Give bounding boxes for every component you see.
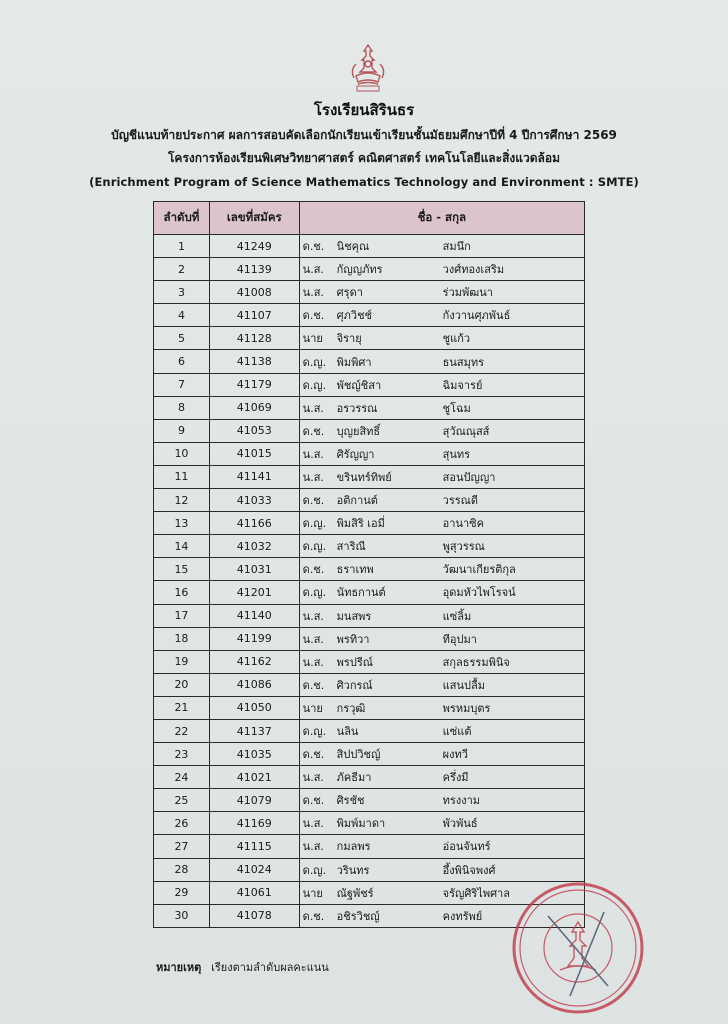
name-title: น.ส. <box>302 771 324 785</box>
rank-cell: 6 <box>154 350 210 373</box>
table-row <box>154 258 585 281</box>
first-name: จิรายุ <box>336 332 362 346</box>
first-name: นลิน <box>336 725 359 739</box>
full-name-cell <box>299 304 584 327</box>
last-name: จรัญศิริไพศาล <box>442 886 510 900</box>
table-header-row <box>154 202 585 235</box>
last-name: ชูโฉม <box>442 401 471 415</box>
table-row <box>154 650 585 673</box>
last-name: วงศ์ทองเสริม <box>442 263 505 277</box>
table-row <box>154 512 585 535</box>
table-row <box>154 743 585 766</box>
full-name-cell <box>299 558 584 581</box>
last-name: พัวพันธ์ <box>442 817 478 831</box>
full-name-cell <box>299 396 584 419</box>
rank-cell: 10 <box>154 442 210 465</box>
name-title: น.ส. <box>302 632 324 646</box>
table-row <box>154 812 585 835</box>
name-title: ด.ญ. <box>302 517 327 531</box>
last-name: สกุลธรรมพินิจ <box>442 655 510 669</box>
last-name: อานาซิค <box>442 517 484 531</box>
name-title: ด.ช. <box>302 424 325 438</box>
last-name: อ่อนจันทร์ <box>442 840 491 854</box>
first-name: สิปปวิชญ์ <box>336 748 381 762</box>
table-row <box>154 350 585 373</box>
first-name: ศิวกรณ์ <box>336 678 373 692</box>
last-name: คงทรัพย์ <box>442 909 483 923</box>
application-id-cell: 41137 <box>209 719 299 742</box>
first-name: ณัฐพัชร์ <box>336 886 374 900</box>
name-title: ด.ญ. <box>302 586 327 600</box>
application-id-cell: 41069 <box>209 396 299 419</box>
rank-cell: 27 <box>154 835 210 858</box>
last-name: สุนทร <box>442 447 471 461</box>
table-row <box>154 304 585 327</box>
table-row <box>154 581 585 604</box>
table-row <box>154 558 585 581</box>
full-name-cell <box>299 235 584 258</box>
first-name: นิชคุณ <box>336 240 370 254</box>
table-row <box>154 696 585 719</box>
first-name: พิมพ์มาดา <box>336 817 386 831</box>
first-name: พัชญ์ชิสา <box>336 378 382 392</box>
name-title: ด.ญ. <box>302 355 327 369</box>
full-name-cell <box>299 719 584 742</box>
last-name: วรรณดี <box>442 494 479 508</box>
name-title: น.ส. <box>302 401 324 415</box>
application-id-cell: 41032 <box>209 535 299 558</box>
name-title: น.ส. <box>302 817 324 831</box>
full-name-cell <box>299 535 584 558</box>
table-body <box>154 235 585 928</box>
rank-cell: 7 <box>154 373 210 396</box>
full-name-cell <box>299 696 584 719</box>
application-id-cell: 41024 <box>209 858 299 881</box>
application-id-cell: 41086 <box>209 673 299 696</box>
rank-cell: 9 <box>154 419 210 442</box>
full-name-cell <box>299 419 584 442</box>
application-id-cell: 41078 <box>209 904 299 927</box>
application-id-cell: 41035 <box>209 743 299 766</box>
column-header-rank: ลำดับที่ <box>154 202 210 235</box>
program-name-english: (Enrichment Program of Science Mathematics Technology and Environment : SMTE) <box>89 175 639 189</box>
first-name: อติกานต์ <box>336 494 378 508</box>
table-row <box>154 535 585 558</box>
last-name: แสนปลื้ม <box>442 678 485 692</box>
full-name-cell <box>299 327 584 350</box>
remark <box>156 958 329 976</box>
program-name-thai: โครงการห้องเรียนพิเศษวิทยาศาสตร์ คณิตศาสตร์ เทคโนโลยีและสิ่งแวดล้อม <box>167 151 561 165</box>
rank-cell: 12 <box>154 489 210 512</box>
results-table <box>153 201 585 928</box>
name-title: ด.ช. <box>302 240 325 254</box>
table-row <box>154 627 585 650</box>
rank-cell: 13 <box>154 512 210 535</box>
rank-cell: 3 <box>154 281 210 304</box>
rank-cell: 23 <box>154 743 210 766</box>
first-name: ศรุดา <box>336 286 363 300</box>
name-title: นาย <box>302 886 323 900</box>
application-id-cell: 41107 <box>209 304 299 327</box>
remark-label: หมายเหตุ <box>156 961 202 974</box>
application-id-cell: 41061 <box>209 881 299 904</box>
first-name: ขรินทร์ทิพย์ <box>336 470 392 484</box>
first-name: อชิรวิชญ์ <box>336 909 380 923</box>
full-name-cell <box>299 835 584 858</box>
last-name: พูสุวรรณ <box>442 540 485 554</box>
first-name: ศิรชัช <box>336 794 365 808</box>
name-title: ด.ช. <box>302 794 325 808</box>
first-name: สาริณี <box>336 540 366 554</box>
name-title: น.ส. <box>302 470 324 484</box>
first-name: พิมสิริ เอมี่ <box>336 517 385 531</box>
full-name-cell <box>299 512 584 535</box>
rank-cell: 11 <box>154 465 210 488</box>
full-name-cell <box>299 258 584 281</box>
full-name-cell <box>299 604 584 627</box>
name-title: น.ส. <box>302 840 324 854</box>
last-name: อึ้งพินิจพงศ์ <box>442 863 496 877</box>
table-row <box>154 327 585 350</box>
last-name: แซ่ลิ้ม <box>442 609 472 623</box>
name-title: น.ส. <box>302 447 324 461</box>
table-row <box>154 835 585 858</box>
application-id-cell: 41140 <box>209 604 299 627</box>
application-id-cell: 41139 <box>209 258 299 281</box>
first-name: พรทิวา <box>336 632 370 646</box>
application-id-cell: 41008 <box>209 281 299 304</box>
name-title: น.ส. <box>302 286 324 300</box>
name-title: ด.ญ. <box>302 540 327 554</box>
full-name-cell <box>299 743 584 766</box>
first-name: ธราเทพ <box>336 563 374 577</box>
table-row <box>154 673 585 696</box>
full-name-cell <box>299 350 584 373</box>
table-row <box>154 604 585 627</box>
name-title: ด.ช. <box>302 309 325 323</box>
rank-cell: 15 <box>154 558 210 581</box>
rank-cell: 17 <box>154 604 210 627</box>
application-id-cell: 41162 <box>209 650 299 673</box>
full-name-cell <box>299 673 584 696</box>
full-name-cell <box>299 442 584 465</box>
first-name: พรปรีณ์ <box>336 655 373 669</box>
last-name: สอนปัญญา <box>442 470 496 484</box>
application-id-cell: 41201 <box>209 581 299 604</box>
full-name-cell <box>299 489 584 512</box>
full-name-cell <box>299 281 584 304</box>
remark-text: เรียงตามลำดับผลคะแนน <box>211 961 329 974</box>
last-name: กังวานศุภพันธ์ <box>442 309 511 323</box>
rank-cell: 20 <box>154 673 210 696</box>
last-name: วัฒนาเกียรติกุล <box>442 563 516 577</box>
first-name: พิมพิศา <box>336 355 372 369</box>
rank-cell: 8 <box>154 396 210 419</box>
name-title: ด.ญ. <box>302 378 327 392</box>
application-id-cell: 41138 <box>209 350 299 373</box>
table-row <box>154 489 585 512</box>
application-id-cell: 41128 <box>209 327 299 350</box>
name-title: ด.ช. <box>302 748 325 762</box>
name-title: น.ส. <box>302 609 324 623</box>
column-header-full-name: ชื่อ - สกุล <box>299 202 584 235</box>
document-header <box>0 96 728 189</box>
rank-cell: 24 <box>154 766 210 789</box>
rank-cell: 19 <box>154 650 210 673</box>
full-name-cell <box>299 789 584 812</box>
table-row <box>154 396 585 419</box>
full-name-cell <box>299 766 584 789</box>
name-title: ด.ญ. <box>302 863 327 877</box>
first-name: วรินทร <box>336 863 370 877</box>
application-id-cell: 41053 <box>209 419 299 442</box>
application-id-cell: 41166 <box>209 512 299 535</box>
name-title: ด.ช. <box>302 563 325 577</box>
last-name: ธนสมุทร <box>442 355 485 369</box>
application-id-cell: 41249 <box>209 235 299 258</box>
application-id-cell: 41169 <box>209 812 299 835</box>
name-title: น.ส. <box>302 263 324 277</box>
application-id-cell: 41115 <box>209 835 299 858</box>
name-title: ด.ช. <box>302 494 325 508</box>
table-row <box>154 235 585 258</box>
application-id-cell: 41021 <box>209 766 299 789</box>
rank-cell: 4 <box>154 304 210 327</box>
last-name: ชูแก้ว <box>442 332 471 346</box>
first-name: มนสพร <box>336 609 372 623</box>
first-name: กมลพร <box>336 840 371 854</box>
announcement-subtitle: บัญชีแนบท้ายประกาศ ผลการสอบคัดเลือกนักเรียนเข้าเรียนชั้นมัธยมศึกษาปีที่ 4 ปีการศึกษา 2569 <box>111 128 617 142</box>
full-name-cell <box>299 650 584 673</box>
application-id-cell: 41141 <box>209 465 299 488</box>
table-row <box>154 442 585 465</box>
school-name: โรงเรียนสิรินธร <box>313 101 415 119</box>
rank-cell: 2 <box>154 258 210 281</box>
table-row <box>154 373 585 396</box>
rank-cell: 18 <box>154 627 210 650</box>
name-title: ด.ช. <box>302 678 325 692</box>
name-title: ด.ช. <box>302 909 325 923</box>
school-emblem-icon <box>348 42 388 94</box>
full-name-cell <box>299 627 584 650</box>
last-name: สุวัณณุสส์ <box>442 424 490 438</box>
rank-cell: 1 <box>154 235 210 258</box>
first-name: บุญยสิทธิ์ <box>336 424 381 438</box>
name-title: นาย <box>302 332 323 346</box>
application-id-cell: 41031 <box>209 558 299 581</box>
application-id-cell: 41015 <box>209 442 299 465</box>
table-row <box>154 766 585 789</box>
last-name: สมนึก <box>442 240 471 254</box>
first-name: นัทธกานต์ <box>336 586 386 600</box>
last-name: อุดมหัวไพโรจน์ <box>442 586 516 600</box>
rank-cell: 14 <box>154 535 210 558</box>
rank-cell: 22 <box>154 719 210 742</box>
full-name-cell <box>299 581 584 604</box>
application-id-cell: 41033 <box>209 489 299 512</box>
rank-cell: 16 <box>154 581 210 604</box>
rank-cell: 28 <box>154 858 210 881</box>
school-seal-stamp <box>508 878 648 1018</box>
application-id-cell: 41199 <box>209 627 299 650</box>
full-name-cell <box>299 373 584 396</box>
last-name: ผงทวี <box>442 748 468 762</box>
table-row <box>154 281 585 304</box>
name-title: น.ส. <box>302 655 324 669</box>
last-name: ทีอุปมา <box>442 632 477 646</box>
rank-cell: 25 <box>154 789 210 812</box>
last-name: แซ่แต้ <box>442 725 472 739</box>
first-name: ภัคธีมา <box>336 771 372 785</box>
rank-cell: 30 <box>154 904 210 927</box>
name-title: ด.ญ. <box>302 725 327 739</box>
column-header-application-id: เลขที่สมัคร <box>209 202 299 235</box>
first-name: กรวุฒิ <box>336 701 366 715</box>
table-row <box>154 419 585 442</box>
table-row <box>154 719 585 742</box>
first-name: อรวรรณ <box>336 401 378 415</box>
application-id-cell: 41050 <box>209 696 299 719</box>
name-title: นาย <box>302 701 323 715</box>
last-name: ร่วมพัฒนา <box>442 286 493 300</box>
rank-cell: 26 <box>154 812 210 835</box>
application-id-cell: 41079 <box>209 789 299 812</box>
rank-cell: 29 <box>154 881 210 904</box>
first-name: ศิรัญญา <box>336 447 375 461</box>
last-name: ทรงงาม <box>442 794 481 808</box>
last-name: พรหมบุตร <box>442 701 491 715</box>
rank-cell: 21 <box>154 696 210 719</box>
full-name-cell <box>299 465 584 488</box>
first-name: ศุภวิชช์ <box>336 309 373 323</box>
table-row <box>154 465 585 488</box>
last-name: ฉิมจารย์ <box>442 378 483 392</box>
last-name: ครึ่งมี <box>442 771 469 785</box>
rank-cell: 5 <box>154 327 210 350</box>
full-name-cell <box>299 812 584 835</box>
first-name: กัญญภัทร <box>336 263 383 277</box>
application-id-cell: 41179 <box>209 373 299 396</box>
table-row <box>154 789 585 812</box>
